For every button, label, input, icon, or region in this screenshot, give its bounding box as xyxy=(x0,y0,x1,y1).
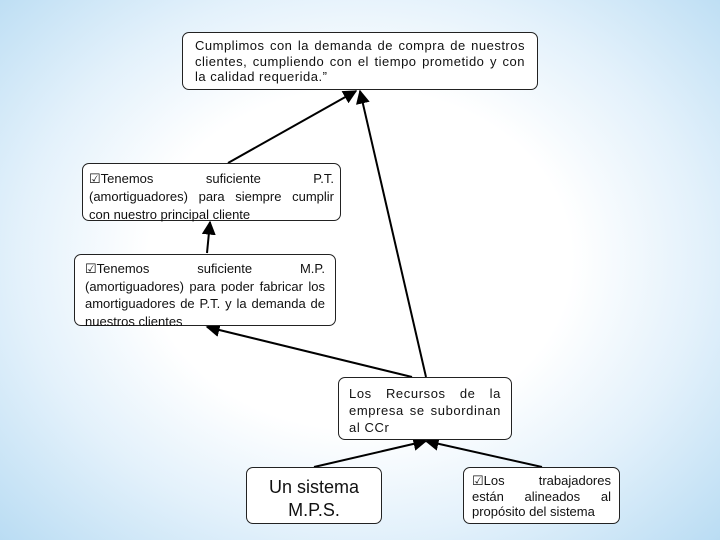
goal-text: Cumplimos con la demanda de compra de nuestros clientes, cumpliendo con el tiempo prometido y con la calidad requerida.” xyxy=(195,38,525,84)
checkbox-checked-icon: ☑ xyxy=(472,473,484,488)
mps-system-node xyxy=(246,467,382,524)
mp-buffer-text: Tenemos suficiente M.P. (amortiguadores) para poder fabricar los amortiguadores de P.T. y la demanda de nuestros clientes xyxy=(85,261,325,329)
goal-node xyxy=(182,32,538,90)
workers-node xyxy=(463,467,620,524)
arrow-mps-to-resources xyxy=(314,441,426,467)
arrow-resources-to-mp xyxy=(207,327,412,377)
arrow-mp-to-pt xyxy=(207,222,210,253)
workers-text: Los trabajadores están alineados al propósito del sistema xyxy=(472,473,611,519)
checkbox-checked-icon: ☑ xyxy=(85,261,97,276)
resources-node xyxy=(338,377,512,440)
pt-buffer-node xyxy=(82,163,341,221)
mp-buffer-node xyxy=(74,254,336,329)
arrow-pt-to-goal xyxy=(228,91,356,163)
arrow-resources-to-goal xyxy=(360,91,426,377)
arrow-workers-to-resources xyxy=(426,441,542,467)
resources-text: Los Recursos de la empresa se subordinan al CCr xyxy=(349,386,501,435)
pt-buffer-text: Tenemos suficiente P.T. (amortiguadores) para siempre cumplir con nuestro principal cliente xyxy=(89,171,334,222)
checkbox-checked-icon: ☑ xyxy=(89,171,101,186)
mps-system-text: Un sistema M.P.S. xyxy=(268,477,360,520)
